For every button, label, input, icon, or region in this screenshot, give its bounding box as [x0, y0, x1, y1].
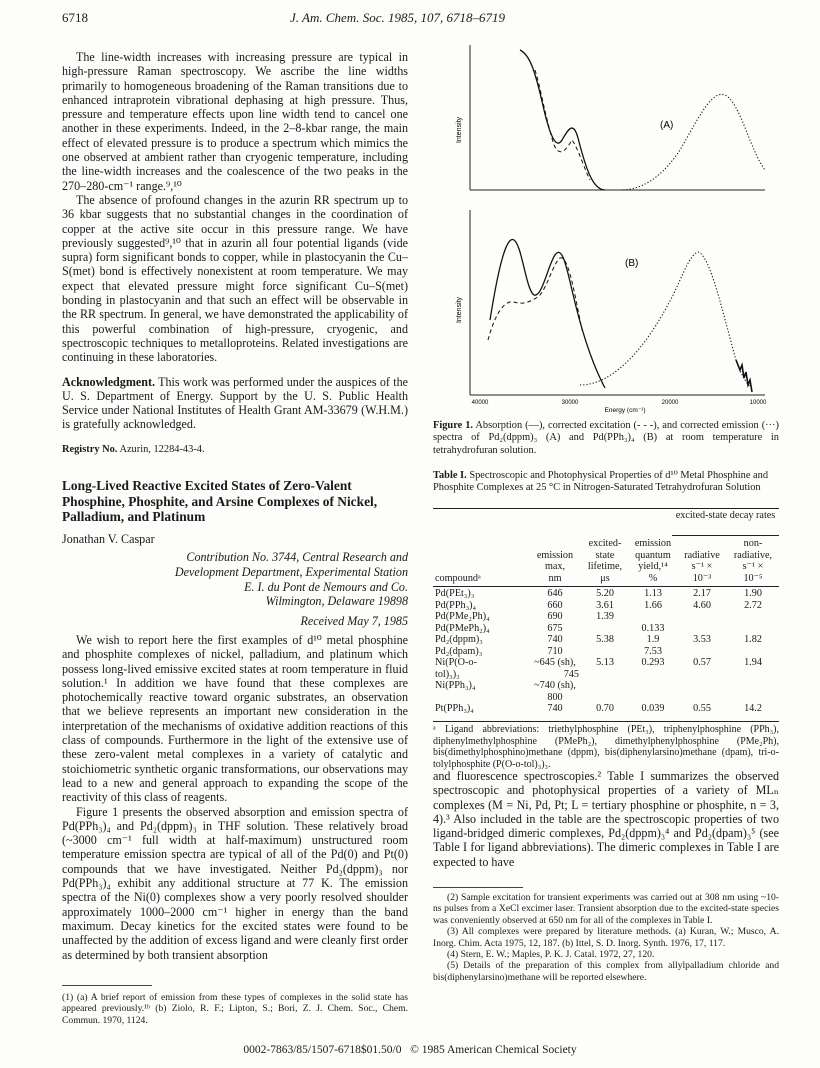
article-title-block [62, 478, 408, 525]
table-cell: Pd(PMePh₂)₄ [435, 622, 490, 634]
table-cell: 0.57 [693, 657, 711, 668]
table-cell: 660 [547, 599, 563, 611]
table-footnote: ᵃ Ligand abbreviations: triethylphosphine (PEt₃), triphenylphosphine (PPh₃), diphenylmethylphosphine (PMePh₂), dimethylphenylphosphine (PMe₂Ph), bis(dimethylphosphino)methane (dppm), bis(diphenylarsino)methane (dpam), tri-o-tolylphosphite (P(O-o-tol)₃)₃. [433, 724, 779, 770]
table-cell [629, 669, 677, 681]
table-cell: 3.61 [596, 599, 614, 611]
table-cell: Ni(P(O-o- [435, 657, 477, 668]
table-cell [677, 680, 727, 692]
table-row [433, 623, 779, 635]
running-header: J. Am. Chem. Soc. 1985, 107, 6718–6719 [290, 10, 505, 25]
table-cell [727, 611, 779, 623]
table-row [433, 634, 779, 646]
x-tick: 30000 [561, 400, 579, 406]
affiliation-line: Contribution No. 3744, Central Research and [186, 550, 408, 564]
affiliation-line: Development Department, Experimental Station [174, 564, 408, 579]
table-cell: 2.17 [693, 588, 711, 599]
table-cell: 646 [547, 588, 563, 599]
registry-label: Registry No. [62, 443, 118, 455]
table-group-header: excited-state decay rates [675, 510, 776, 521]
paragraph-table-summary: and fluorescence spectroscopies.² Table I summarizes the observed spectroscopic and photophysical properties of a variety of MLₙ complexes (M = Ni, Pd, Pt; L = tertiary phosphine or phosphite, n = 3, 4).³ Also included in the table are the spectroscopic properties of two ligand-bridged dimeric complexes, Pd₂(dppm)₃⁴ and Pd₂(dpam)₃⁵ (see Table I for ligand abbreviations). The dimeric complexes in Table I are expected to have [433, 769, 779, 869]
table-cell [727, 669, 779, 681]
panel-b-label: (B) [625, 258, 639, 269]
table-cell: 675 [547, 622, 563, 634]
table-row [433, 646, 779, 658]
acknowledgment [62, 375, 408, 432]
table-cell: 745 [563, 668, 579, 680]
table-cell: 5.13 [596, 657, 614, 668]
x-tick: 10000 [749, 400, 767, 406]
table-caption [433, 470, 779, 495]
table-cell: 5.20 [596, 588, 614, 599]
table-row [433, 703, 779, 715]
table-row [433, 680, 779, 692]
table-cell: Pd(PEt₃)₃ [435, 588, 475, 599]
table-cell: 5.38 [596, 634, 614, 645]
paragraph-azurin: The absence of profound changes in the azurin RR spectrum up to 36 kbar suggests that no substantial changes in the coordination of copper at the active site occur in this pressure range. We have previously suggested⁹,¹⁰ that in azurin all four potential ligands (vide supra) form significant bonds to copper, while in plastocyanin the Cu–S(met) bond is effectively nonexistent at room temperature. We may expect that elevated pressure might force significant Cu–S(met) bonding in plastocyanin and that such an effect will be observable in the RR spectrum. In general, we have demonstrated the applicability of this powerful combination of high-pressure, cryogenic, and spectroscopic techniques to metalloproteins. Related investigations are continuing in these laboratories. [62, 192, 408, 365]
table-row [433, 657, 779, 669]
table-cell [677, 669, 727, 681]
table-cell [727, 623, 779, 635]
header-lifetime: excited- state lifetime, μs [587, 538, 623, 584]
table-row [433, 611, 779, 623]
left-body [62, 633, 408, 962]
table-cell: 1.66 [644, 599, 662, 611]
table-cell: 1.94 [744, 657, 762, 668]
table-caption-label: Table I. [433, 470, 467, 481]
emission-curve-a [620, 94, 765, 190]
y-axis-label-b: Intensity [456, 296, 463, 324]
figure-caption-label: Figure 1. [433, 420, 473, 431]
table-cell: 1.9 [646, 634, 660, 645]
table-grid [433, 538, 779, 715]
right-footnotes [433, 892, 779, 983]
affiliation [62, 550, 408, 629]
table-cell: ~740 (sh), [534, 680, 576, 691]
figure-caption-text: Absorption (—), corrected excitation (- - -), and corrected emission (···) spectra of Pd₂(dppm)₃ (A) and Pd(PPh₃)₄ (B) at room temperature in tetrahydrofuran solution. [433, 420, 779, 456]
y-axis-label-a: Intensity [456, 116, 463, 144]
table-1 [433, 538, 779, 715]
footnote-1: (1) (a) A brief report of emission from these types of complexes in the solid state has appeared previously.¹ᵇ (b) Ziolo, R. F.; Lipton, S.; Bori, Z. J. Chem. Soc., Chem. Commun. 1970, 1124. [62, 992, 408, 1026]
table-cell [677, 623, 727, 635]
table-cell: 7.53 [644, 645, 662, 657]
header-yield: emission quantum yield,¹⁴ % [634, 538, 672, 584]
table-cell: 1.13 [644, 588, 662, 599]
table-cell: Pd(PMe₂Ph)₄ [435, 611, 490, 622]
table-cell [581, 669, 629, 681]
table-cell: 0.55 [693, 703, 711, 714]
table-row [433, 600, 779, 612]
x-tick: 40000 [471, 400, 489, 406]
table-cell: 14.2 [744, 703, 762, 714]
emission-noise-b [736, 360, 752, 392]
table-cell: Ni(PPh₃)₄ [435, 680, 476, 691]
table-body [433, 588, 779, 715]
table-cell: 710 [547, 645, 563, 657]
table-cell: Pd₂(dppm)₃ [435, 634, 483, 645]
table-cell [581, 623, 629, 635]
paragraph-intro: We wish to report here the first examples of d¹⁰ metal phosphine and phosphite complexes of nickel, palladium, and platinum which possess long-lived emissive excited states at room temperature in fluid solution.¹ In addition we have found that these complexes are photochemically reactive toward organic substrates, an observation that we believe represents an important new consideration in the interpretation of the mechanisms of oxidative addition reactions of this class of compounds. Furthermore in the light of the extensive use of these zero-valent metal complexes in a variety of catalytic and stoichiometric synthetic organic transformations, our observations may lead to a new and general approach to expanding the scope of the reactivity of this class of reagents. [62, 633, 408, 805]
author: Jonathan V. Caspar [62, 532, 155, 546]
table-cell: 1.39 [596, 611, 614, 622]
table-cell [677, 611, 727, 623]
header-radiative: radiative s⁻¹ × 10⁻³ [684, 549, 720, 584]
table-cell: 1.82 [744, 634, 762, 645]
table-cell [581, 680, 629, 692]
paragraph-figure1: Figure 1 presents the observed absorption and emission spectra of Pd(PPh₃)₄ and Pd₂(dppm)₃ in THF solution. These relatively broad (~3000 cm⁻¹ full width at half-maximum) unstructured room temperature emission spectra are typical of all of the Pd(0) and Pt(0) compounds that we have investigated. Neither Pd₂(dppm)₃ nor Pd(PPh₃)₄ exhibit any additional structure at 77 K. The emission spectra of the Ni(0) complexes show a very poorly resolved shoulder approximately 1000–2000 cm⁻¹ higher in energy than the band maximum. Decay kinetics for the excited states were found to be unaffected by the addition of excess ligand and were cleanly first order as determined by both transient absorption [62, 804, 408, 962]
paragraph-linewidth: The line-width increases with increasing pressure are typical in high-pressure Raman spectroscopy. We ascribe the line widths primarily to homogeneous broadening of the Raman transitions due to enhanced intraprotein vibrational dephasing at high pressure. Thus, pressure and temperature effects upon line width tend to cancel one another in these experiments. Indeed, in the 2–8-kbar range, the main effect of elevated pressure is to produce a spectrum which mimics the one observed at ambient rather than cryogenic temperature, including the line-width increases and the coalescence of the two peaks in the 270–280-cm⁻¹ range.⁹,¹⁰ [62, 50, 408, 193]
excitation-curve-b [488, 258, 582, 340]
table-row [433, 692, 779, 704]
table-cell: 0.039 [641, 703, 665, 714]
absorption-curve-a [520, 50, 605, 190]
footnote-2: (2) Sample excitation for transient experiments was carried out at 308 nm using ~10-ns pulses from a XeCl excimer laser. Transient absorption due to the excited-state species was conveniently observed at 650 nm for all of the complexes in Table I. [433, 892, 779, 926]
table-cell: 740 [547, 634, 563, 645]
table-cell [727, 646, 779, 658]
table-cell [677, 692, 727, 704]
right-body [433, 769, 779, 869]
table-cell: ~645 (sh), [534, 657, 576, 668]
table-cell: 800 [547, 691, 563, 703]
header-compound: compoundᵃ [435, 572, 481, 584]
table-cell: 0.70 [596, 703, 614, 714]
panel-a-label: (A) [660, 120, 674, 131]
received-date: Received May 7, 1985 [300, 614, 408, 629]
table-cell [677, 646, 727, 658]
table-cell: 3.53 [693, 634, 711, 645]
table-row [433, 669, 779, 681]
registry-text: Azurin, 12284-43-4. [119, 443, 205, 455]
ack-label: Acknowledgment. [62, 374, 156, 389]
header-emission: emission max, nm [536, 549, 574, 584]
article-title: Long-Lived Reactive Excited States of Zero-Valent Phosphine, Phosphite, and Arsine Complexes of Nickel, Palladium, and Platinum [62, 478, 378, 524]
header-nonradiative: non- radiative, s⁻¹ × 10⁻⁵ [733, 538, 773, 584]
table-cell: 4.60 [693, 599, 711, 611]
affiliation-line: Wilmington, Delaware 19898 [265, 594, 408, 609]
excitation-curve-a [535, 70, 590, 180]
table-cell [433, 692, 529, 704]
registry-number [62, 444, 408, 455]
emission-curve-b [580, 252, 752, 388]
ack-text: This work was performed under the auspices of the U. S. Department of Energy. Support by the U. S. Public Health Service under National Institutes of Health Grant AM-33679 (W.H.M.) is gratefully acknowledged. [62, 374, 408, 432]
table-cell [727, 680, 779, 692]
table-cell [581, 692, 629, 704]
x-axis-label: Energy (cm⁻¹) [604, 407, 646, 414]
affiliation-line: E. I. du Pont de Nemours and Co. [244, 579, 408, 594]
table-cell [629, 680, 677, 692]
table-cell [629, 692, 677, 704]
footnote-3: (3) All complexes were prepared by literature methods. (a) Kuran, W.; Musco, A. Inorg. Chim. Acta 1975, 12, 187. (b) Ittel, S. D. Inorg. Synth. 1976, 17, 117. [433, 926, 779, 949]
table-row [433, 588, 779, 600]
x-tick: 20000 [661, 400, 679, 406]
figure-1-spectra [440, 40, 780, 420]
table-cell: Pt(PPh₃)₄ [435, 703, 474, 714]
table-header-row [433, 538, 779, 584]
table-cell: 0.293 [641, 657, 665, 668]
table-cell: 690 [547, 611, 563, 622]
table-cell: tol)₃)₃ [435, 668, 460, 680]
absorption-curve-b [490, 240, 605, 388]
footnote-4: (4) Stern, E. W.; Maples, P. K. J. Catal. 1972, 27, 120. [447, 949, 655, 961]
table-cell: 1.90 [744, 588, 762, 599]
table-cell: 2.72 [744, 599, 762, 611]
table-cell [727, 692, 779, 704]
table-cell [629, 611, 677, 623]
table-caption-text: Spectroscopic and Photophysical Properties of d¹⁰ Metal Phosphine and Phosphite Complexes at 25 °C in Nitrogen-Saturated Tetrahydrofuran Solution [433, 470, 769, 494]
footnote-5: (5) Details of the preparation of this complex from allylpalladium chloride and bis(diphenylarsino)methane will be reported elsewhere. [433, 960, 779, 983]
table-cell [581, 646, 629, 658]
table-cell: Pd(PPh₃)₄ [435, 599, 477, 611]
left-column [62, 50, 408, 455]
table-cell: Pd₂(dpam)₃ [435, 645, 483, 657]
page-number: 6718 [62, 10, 88, 25]
table-cell: 0.133 [641, 622, 665, 634]
table-cell: 740 [547, 703, 563, 714]
page-footer: 0002-7863/85/1507-6718$01.50/0 © 1985 American Chemical Society [243, 1044, 577, 1056]
figure-caption [433, 420, 779, 457]
